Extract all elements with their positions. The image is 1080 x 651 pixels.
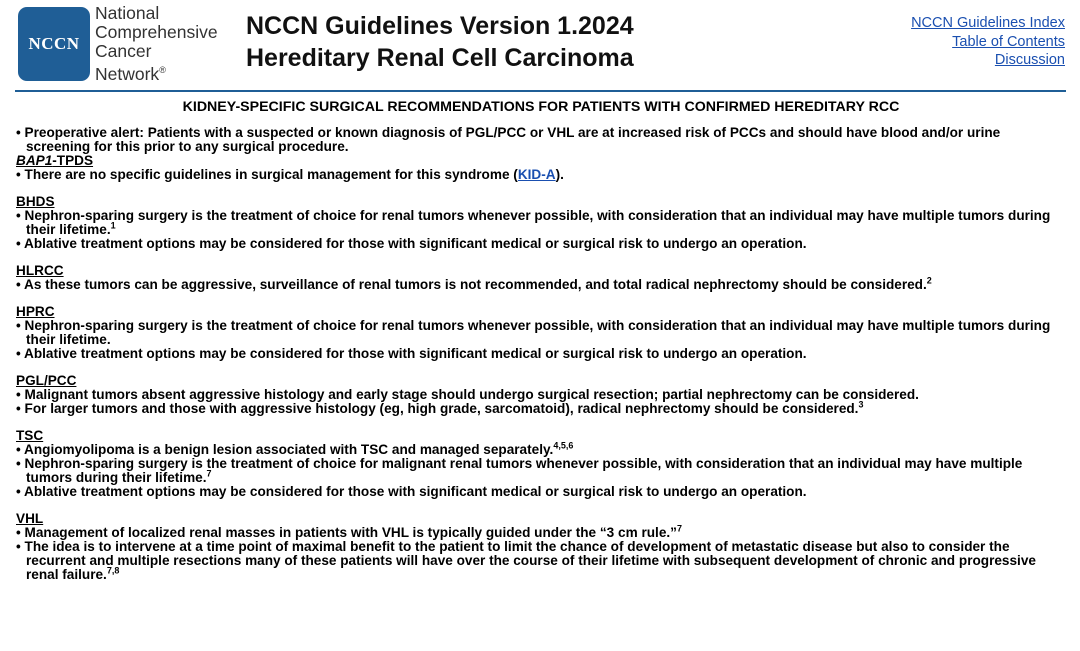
guidelines-index-link[interactable]: NCCN Guidelines Index <box>911 15 1065 31</box>
bap1-bullet: • There are no specific guidelines in surgical management for this syndrome (KID-A). <box>16 167 564 182</box>
tsc-title: TSC <box>16 428 44 443</box>
main-content <box>16 100 1066 582</box>
tsc-bullet-2: • Nephron-sparing surgery is the treatment of choice for malignant renal tumors whenever possible, with consideration that an individual may have multiple tumors during their lifetime.$^7$ <box>16 456 1023 485</box>
guideline-version: NCCN Guidelines Version 1.2024 <box>246 12 634 40</box>
bap1-gene: BAP1 <box>16 153 53 168</box>
organization-name <box>95 4 218 84</box>
logo-text: NCCN <box>28 34 80 53</box>
pgl-pcc-bullet-2: • For larger tumors and those with aggressive histology (eg, high grade, sarcomatoid), radical nephrectomy should be considered.$^3$ <box>16 399 864 416</box>
tsc-bullet-1: • Angiomyolipoma is a benign lesion associated with TSC and managed separately.$^{4,5,6}$ <box>16 440 574 457</box>
bap1-suffix: -TPDS <box>52 153 94 168</box>
discussion-link[interactable]: Discussion <box>994 52 1065 68</box>
bap1-title <box>16 154 1066 168</box>
org-line-2: Comprehensive <box>95 22 218 42</box>
registered-mark: ® <box>159 65 166 75</box>
hprc-bullet-2: • Ablative treatment options may be considered for those with significant medical or surgical risk to undergo an operation. <box>16 346 807 361</box>
table-of-contents-link[interactable]: Table of Contents <box>952 33 1065 50</box>
org-line-3: Cancer <box>95 41 152 61</box>
pgl-pcc-title: PGL/PCC <box>16 373 77 388</box>
bhds-title: BHDS <box>16 194 55 209</box>
bhds-bullet-2: • Ablative treatment options may be considered for those with significant medical or surgical risk to undergo an operation. <box>16 236 807 251</box>
kid-a-link[interactable]: KID-A <box>517 167 556 182</box>
guideline-topic: Hereditary Renal Cell Carcinoma <box>246 44 634 72</box>
vhl-bullet-2: • The idea is to intervene at a time point of maximal benefit to the patient to limit the chance of development of metastatic disease but also to consider the recurrent and multiple resections many of these patients will have over the course of their lifetime with subsequent development of chronic and progressive renal failure.$^{7,8}$ <box>16 539 1036 582</box>
page-header <box>0 0 1080 92</box>
pgl-pcc-bullet-1: • Malignant tumors absent aggressive histology and early stage should undergo surgical resection; partial nephrectomy can be considered. <box>16 387 919 402</box>
page-title <box>246 10 634 74</box>
org-line-4: Network <box>95 63 160 84</box>
org-line-4-wrap <box>95 61 218 84</box>
preoperative-alert: • Preoperative alert: Patients with a suspected or known diagnosis of PGL/PCC or VHL are at increased risk of PCCs and should have blood and/or urine screening for this prior to any surgical procedure. <box>16 125 1001 154</box>
header-links <box>911 14 1065 70</box>
nccn-logo <box>18 7 90 81</box>
org-line-1: National <box>95 3 160 23</box>
vhl-title: VHL <box>16 511 44 526</box>
hprc-bullet-1: • Nephron-sparing surgery is the treatment of choice for renal tumors whenever possible, with consideration that an individual may have multiple tumors during their lifetime. <box>16 318 1051 347</box>
hlrcc-title: HLRCC <box>16 263 64 278</box>
vhl-bullet-1: • Management of localized renal masses in patients with VHL is typically guided under the “3 cm rule.”$^7$ <box>16 523 682 540</box>
header-divider <box>15 90 1066 92</box>
hlrcc-bullet-1: • As these tumors can be aggressive, surveillance of renal tumors is not recommended, and total radical nephrectomy should be considered.$^2$ <box>16 275 932 292</box>
section-heading: KIDNEY-SPECIFIC SURGICAL RECOMMENDATIONS FOR PATIENTS WITH CONFIRMED HEREDITARY RCC <box>182 99 900 115</box>
hprc-title: HPRC <box>16 304 55 319</box>
bhds-bullet-1: • Nephron-sparing surgery is the treatment of choice for renal tumors whenever possible, with consideration that an individual may have multiple tumors during their lifetime.$^1$ <box>16 208 1051 237</box>
tsc-bullet-3: • Ablative treatment options may be considered for those with significant medical or surgical risk to undergo an operation. <box>16 484 807 499</box>
